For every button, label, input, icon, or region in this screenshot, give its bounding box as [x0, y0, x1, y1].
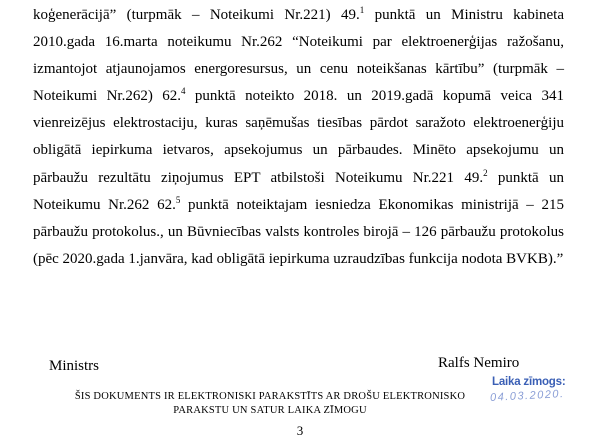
paragraph-text-segment: punktā noteiktajam iesniedza Ekonomikas ministrijā – 215 pārbaužu protokolus., un Būvniecības valsts kontroles birojā – 126 pārbaužu protokolus (pēc 2020.gada 1.janvāra, kad obligātā iepirkuma uzraudzības funkcija nodota BVKB).”: [33, 196, 564, 267]
electronic-signature-note-line1: ŠIS DOKUMENTS IR ELEKTRONISKI PARAKSTĪTS AR DROŠU ELEKTRONISKO: [74, 391, 466, 402]
page-number: 3: [296, 423, 304, 438]
footnote-superscript: 1: [359, 5, 365, 15]
footnote-superscript: 2: [483, 167, 488, 178]
paragraph-text-segment: koģenerācijā” (turpmāk – Noteikumi Nr.221) 49.: [33, 7, 360, 23]
electronic-signature-note: [40, 390, 500, 418]
body-paragraph: [33, 2, 564, 273]
electronic-signature-note-line2: PARAKSTU UN SATUR LAIKA ZĪMOGU: [173, 405, 367, 416]
signatory-name: Ralfs Nemiro: [438, 355, 520, 371]
paragraph-text-segment: punktā noteikto 2018. un 2019.gadā kopumā veica 341 vienreizējus elektrostaciju, kuras saņēmušas tiesības pārdot saražoto elektroenerģiju obligātā iepirkuma ietvaros, apsekojumus un pārbaudes. Minēto apsekojumu un pārbaužu rezultātu ziņojumus EPT atbilstoši Noteikumu Nr.221 49.: [33, 88, 564, 186]
footnote-superscript: 4: [180, 86, 186, 97]
paragraph-text-segment: punktā un Noteikumu Nr.262 62.: [33, 169, 564, 213]
footnote-superscript: 5: [175, 194, 181, 205]
timestamp-stamp: [484, 376, 588, 410]
signatory-role: Ministrs: [49, 358, 100, 374]
timestamp-date: 04.03.2020.: [489, 388, 565, 404]
timestamp-title: Laika zīmogs:: [492, 376, 566, 388]
paragraph-text-segment: punktā un Ministru kabineta 2010.gada 16.marta noteikumu Nr.262 “Noteikumi par elektroenerģijas ražošanu, izmantojot atjaunojamos energoresursus, un cenu noteikšanas kārtību” (turpmāk – Noteikumi Nr.262) 62.: [33, 7, 564, 105]
